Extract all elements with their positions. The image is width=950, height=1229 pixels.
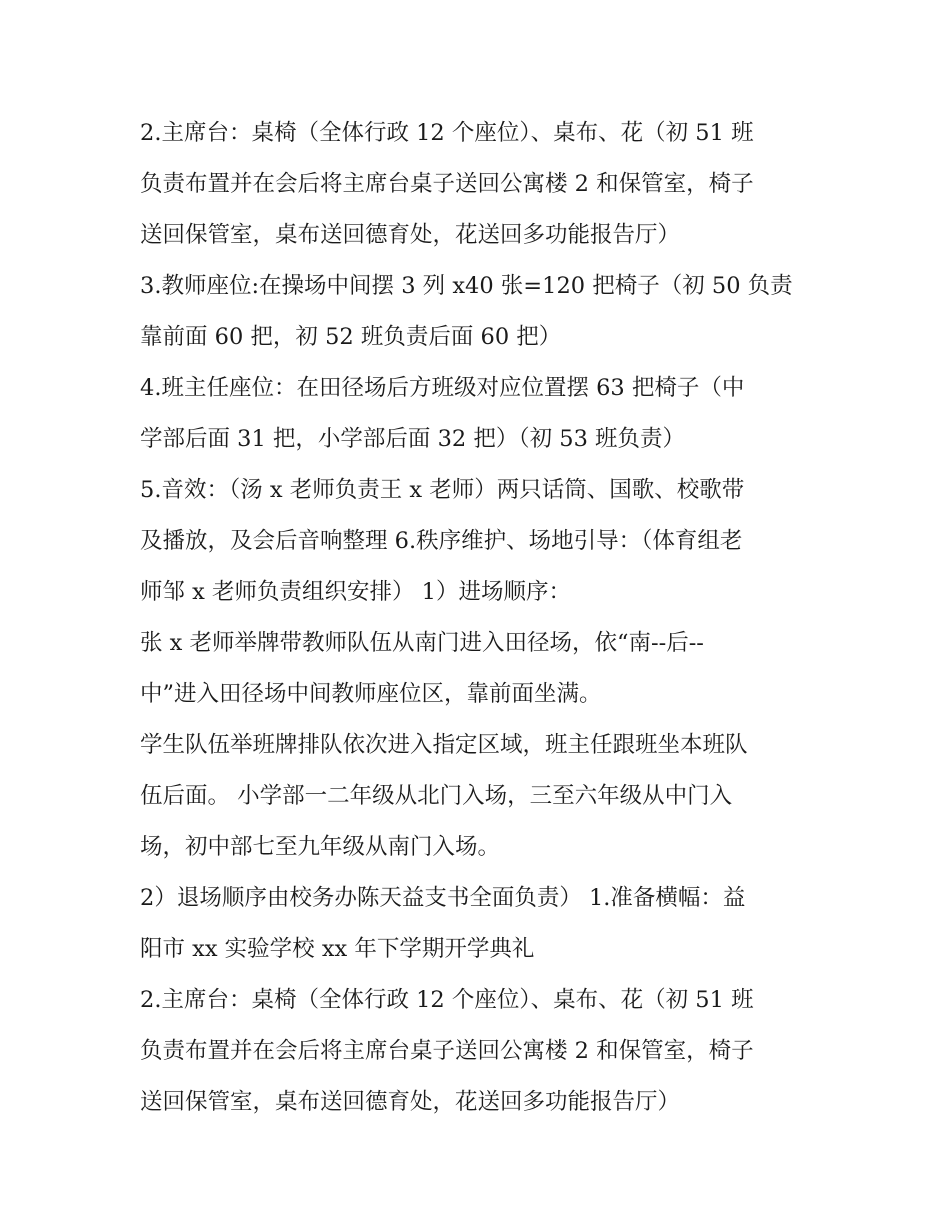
- text-line: 2.主席台：桌椅（全体行政 12 个座位）、桌布、花（初 51 班: [140, 987, 754, 1013]
- text-line: 送回保管室，桌布送回德育处，花送回多功能报告厅）: [140, 222, 681, 248]
- text-line: 送回保管室，桌布送回德育处，花送回多功能报告厅）: [140, 1089, 681, 1115]
- text-line: 靠前面 60 把，初 52 班负责后面 60 把）: [140, 324, 562, 350]
- text-line: 3.教师座位:在操场中间摆 3 列 x40 张=120 把椅子（初 50 负责: [140, 273, 793, 299]
- text-line: 负责布置并在会后将主席台桌子送回公寓楼 2 和保管室，椅子: [140, 171, 754, 197]
- text-line: 阳市 xx 实验学校 xx 年下学期开学典礼: [140, 936, 535, 962]
- text-line: 2.主席台：桌椅（全体行政 12 个座位）、桌布、花（初 51 班: [140, 120, 754, 146]
- text-line: 师邹 x 老师负责组织安排） 1）进场顺序：: [140, 579, 571, 605]
- text-line: 张 x 老师举牌带教师队伍从南门进入田径场，依“南--后--: [140, 630, 704, 656]
- text-line: 学生队伍举班牌排队依次进入指定区域，班主任跟班坐本班队: [140, 732, 748, 758]
- text-line: 负责布置并在会后将主席台桌子送回公寓楼 2 和保管室，椅子: [140, 1038, 754, 1064]
- text-line: 4.班主任座位：在田径场后方班级对应位置摆 63 把椅子（中: [140, 375, 745, 401]
- text-line: 5.音效：（汤 x 老师负责王 x 老师）两只话筒、国歌、校歌带: [140, 477, 745, 503]
- body-text: [140, 108, 820, 1128]
- text-line: 伍后面。 小学部一二年级从北门入场，三至六年级从中门入: [140, 783, 733, 809]
- text-line: 学部后面 31 把，小学部后面 32 把）（初 53 班负责）: [140, 426, 686, 452]
- text-line: 2）退场顺序由校务办陈天益支书全面负责） 1.准备横幅：益: [140, 885, 746, 911]
- text-line: 场，初中部七至九年级从南门入场。: [140, 834, 501, 860]
- text-line: 中”进入田径场中间教师座位区，靠前面坐满。: [140, 681, 602, 707]
- text-line: 及播放，及会后音响整理 6.秩序维护、场地引导：（体育组老: [140, 528, 743, 554]
